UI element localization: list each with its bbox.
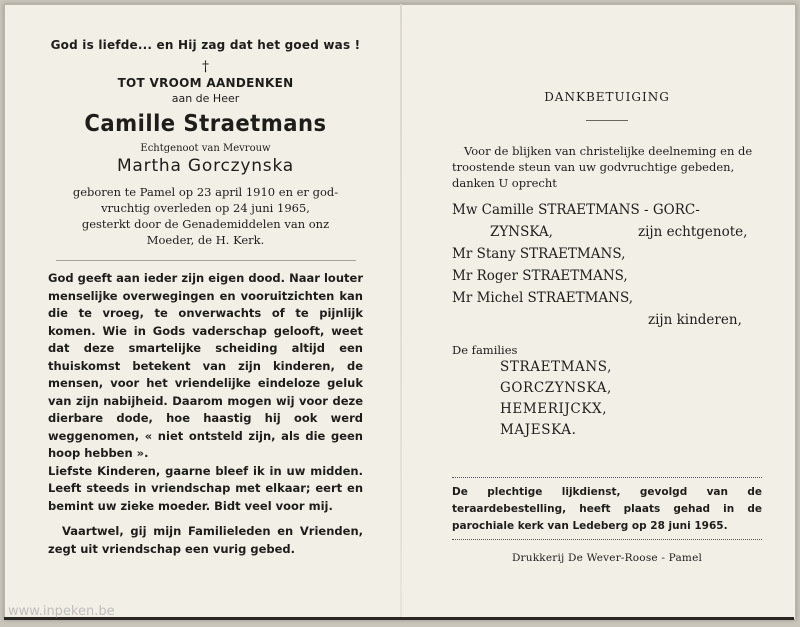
widow-name-end: ZYNSKA, <box>490 224 553 240</box>
aan-de-heer: aan de Heer <box>171 92 240 105</box>
birth-details <box>48 184 363 248</box>
motto: God is liefde... en Hij zag dat het goed was ! <box>50 38 361 52</box>
spouse-name: Martha Gorczynska <box>116 156 295 176</box>
watermark: www.inpeken.be <box>8 604 115 619</box>
children-role: zijn kinderen, <box>648 312 742 328</box>
reflection-paragraph: God geeft aan ieder zijn eigen dood. Naar louter menselijke overwegingen en vooruitzichten kan die te vroeg, te onverwachts of te pijnlijk komen. Wie in Gods vaderschap gelooft, weet dat deze smartelijke scheiding altijd een thuiskomst betekent van zijn kinderen, de mensen, voor het vriendelijke eindeloze geluk van zijn nabijheid. Daarom mogen wij voor deze dierbare dode, hoe haastig hij ook werd weggenomen, « niet ontsteld zijn, als die geen hoop hebben ». <box>48 271 363 460</box>
service-text: De plechtige lijkdienst, gevolgd van de teraardebestelling, heeft plaats gehad in de parochiale kerk van Ledeberg op 28 juni 1965. <box>452 486 762 532</box>
widow-role: zijn echtgenote, <box>638 224 748 240</box>
dotted-divider <box>452 539 762 540</box>
right-panel <box>452 90 762 564</box>
spouse-label: Echtgenoot van Mevrouw <box>140 143 271 154</box>
printer-credit: Drukkerij De Wever-Roose - Pamel <box>511 552 703 564</box>
memory-title: TOT VROOM AANDENKEN <box>117 76 294 90</box>
card-bottom-edge <box>4 617 794 620</box>
family-name: MAJESKA. <box>500 422 577 438</box>
divider <box>56 260 356 261</box>
thanks-intro: Voor de blijken van christelijke deelneming en de troostende steun van uw godvruchtige gebeden, danken U oprecht <box>452 144 753 190</box>
birth-line: gesterkt door de Genademiddelen van onz <box>81 217 330 231</box>
widow-line-2 <box>452 221 762 243</box>
birth-line: Moeder, de H. Kerk. <box>146 233 265 247</box>
left-panel <box>48 38 363 558</box>
children-paragraph: Liefste Kinderen, gaarne bleef ik in uw midden. Leeft steeds in vriendschap met elkaar; eert en bemint uw zieke moeder. Bidt veel voor mij. <box>48 463 363 513</box>
child-line: Mr Roger STRAETMANS, <box>452 268 628 284</box>
cross-icon: † <box>202 59 209 75</box>
families-label: De families <box>452 343 518 357</box>
family-name: GORCZYNSKA, <box>500 380 612 396</box>
birth-line: vruchtig overleden op 24 juni 1965, <box>101 201 310 215</box>
child-line: Mr Michel STRAETMANS, <box>452 290 634 306</box>
title-dash <box>586 120 628 121</box>
family-name: STRAETMANS, <box>500 359 613 375</box>
dotted-divider <box>452 477 762 478</box>
reflection-text <box>48 270 363 515</box>
card-fold <box>400 4 402 618</box>
thanks-title: DANKBETUIGING <box>544 90 670 104</box>
deceased-name: Camille Straetmans <box>84 111 327 137</box>
birth-line: geboren te Pamel op 23 april 1910 en er god- <box>72 185 339 199</box>
farewell-text: Vaartwel, gij mijn Familieleden en Vrienden, zegt uit vriendschap een vurig gebed. <box>48 524 363 556</box>
child-line: Mr Stany STRAETMANS, <box>452 246 626 262</box>
family-name: HEMERIJCKX, <box>500 401 608 417</box>
widow-line: Mw Camille STRAETMANS - GORC- <box>452 202 700 218</box>
